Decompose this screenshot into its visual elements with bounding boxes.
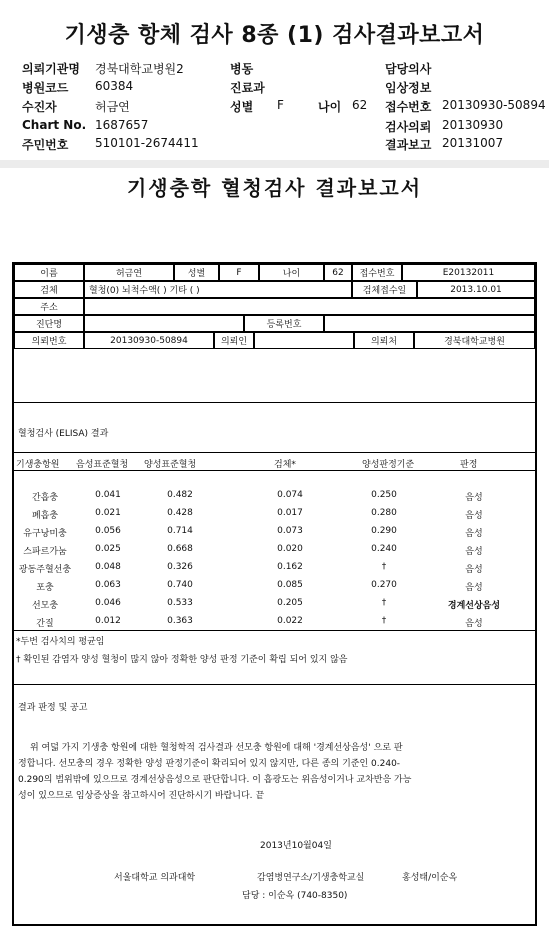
specimen-value: 혈청(0) 뇌척수액( ) 기타 ( ): [84, 281, 352, 298]
cutoff-cell: 0.290: [371, 526, 397, 536]
col-sample-header: 검체*: [274, 460, 296, 470]
divider-line: [14, 630, 535, 631]
sample-value-cell: 0.205: [277, 598, 303, 608]
request-no-value: 20130930-50894: [84, 332, 214, 349]
positive-control-cell: 0.482: [167, 490, 193, 500]
negative-control-cell: 0.056: [95, 526, 121, 536]
requester-value: [254, 332, 354, 349]
request-date-value: 20130930: [442, 118, 504, 132]
antigen-cell: 광동주혈선충: [18, 565, 72, 575]
form-receipt-label: 접수번호: [352, 264, 402, 281]
cutoff-cell: 0.250: [371, 490, 397, 500]
request-place-label: 의뢰처: [354, 332, 414, 349]
dept-label: 진료과: [230, 81, 265, 95]
diagnosis-value: [84, 315, 244, 332]
address-label: 주소: [14, 298, 84, 315]
section-divider: [0, 160, 549, 168]
result-cell: 음성: [465, 583, 483, 593]
negative-control-cell: 0.063: [95, 580, 121, 590]
request-no-label: 의뢰번호: [14, 332, 84, 349]
registration-label: 등록번호: [244, 315, 324, 332]
note-average: *두번 검사치의 평균임: [16, 637, 105, 647]
positive-control-cell: 0.428: [167, 508, 193, 518]
specimen-date-value: 2013.10.01: [417, 281, 535, 298]
negative-control-cell: 0.041: [95, 490, 121, 500]
negative-control-cell: 0.012: [95, 616, 121, 626]
school-name: 서울대학교 의과대학: [114, 873, 196, 883]
cutoff-cell: †: [381, 562, 387, 572]
form-sex-label: 성별: [174, 264, 219, 281]
requesting-org-value: 경북대학교병원2: [95, 62, 184, 76]
form-receipt-value: E20132011: [402, 264, 535, 281]
patient-value: 허금연: [95, 100, 130, 114]
result-cell: 음성: [465, 511, 483, 521]
col-pos-header: 양성표준혈청: [144, 460, 197, 470]
contact: 담당 : 이순옥 (740-8350): [242, 891, 348, 901]
positive-control-cell: 0.740: [167, 580, 193, 590]
result-cell: 음성: [465, 493, 483, 503]
hospital-code-label: 병원코드: [22, 81, 69, 95]
rrn-value: 510101-2674411: [95, 136, 199, 150]
conclusion-title: 결과 판정 및 공고: [18, 703, 88, 713]
form-sex-value: F: [219, 264, 259, 281]
specimen-label: 검체: [14, 281, 84, 298]
requesting-org-label: 의뢰기관명: [22, 62, 80, 76]
result-form: [12, 262, 537, 926]
clinical-label: 임상정보: [385, 81, 432, 95]
cutoff-cell: 0.280: [371, 508, 397, 518]
doctor-label: 담당의사: [385, 62, 432, 76]
patient-label: 수진자: [22, 100, 57, 114]
antigen-cell: 폐흡충: [31, 511, 59, 521]
sample-value-cell: 0.162: [277, 562, 303, 572]
sample-value-cell: 0.017: [277, 508, 303, 518]
sample-value-cell: 0.022: [277, 616, 303, 626]
antigen-cell: 유구낭미충: [23, 529, 67, 539]
negative-control-cell: 0.048: [95, 562, 121, 572]
lab-name: 감염병연구소/기생충학교실: [257, 873, 365, 883]
divider-line: [14, 402, 535, 403]
col-result-header: 판정: [460, 460, 478, 470]
note-dagger: † 확인된 감염자 양성 혈청이 많지 않아 정확한 양성 판정 기준이 확립 되어 있지 않음: [16, 655, 348, 665]
positive-control-cell: 0.714: [167, 526, 193, 536]
sample-value-cell: 0.020: [277, 544, 303, 554]
positive-control-cell: 0.533: [167, 598, 193, 608]
result-cell: 음성: [465, 565, 483, 575]
result-date-label: 결과보고: [385, 138, 432, 152]
elisa-title: 혈청검사 (ELISA) 결과: [18, 429, 109, 439]
request-place-value: 경북대학교병원: [414, 332, 535, 349]
cutoff-cell: 0.270: [371, 580, 397, 590]
positive-control-cell: 0.326: [167, 562, 193, 572]
requester-label: 의뢰인: [214, 332, 254, 349]
receipt-label: 접수번호: [385, 100, 432, 114]
divider-line: [14, 470, 535, 471]
negative-control-cell: 0.025: [95, 544, 121, 554]
registration-value: [324, 315, 535, 332]
ward-label: 병동: [230, 62, 254, 76]
positive-control-cell: 0.668: [167, 544, 193, 554]
chart-no-label: Chart No.: [22, 118, 87, 132]
result-date-value: 20131007: [442, 136, 504, 150]
cutoff-cell: †: [381, 616, 387, 626]
address-value: [84, 298, 535, 315]
antigen-cell: 스파르가눔: [23, 547, 67, 557]
form-title: 기생충학 혈청검사 결과보고서: [126, 176, 423, 200]
cutoff-cell: 0.240: [371, 544, 397, 554]
request-date-label: 검사의뢰: [385, 120, 432, 134]
divider-line: [14, 684, 535, 685]
result-cell: 음성: [465, 547, 483, 557]
antigen-cell: 포충: [36, 583, 54, 593]
signers: 홍성태/이순옥: [402, 873, 458, 883]
antigen-cell: 선모충: [31, 601, 59, 611]
form-age-label: 나이: [259, 264, 324, 281]
antigen-cell: 간질: [36, 619, 54, 629]
diagnosis-label: 진단명: [14, 315, 84, 332]
conclusion-line: 위 여덟 가지 기생충 항원에 대한 혈청학적 검사결과 선모충 항원에 대해 '경계선상음성' 으로 판: [30, 743, 403, 753]
result-cell: 음성: [465, 619, 483, 629]
col-antigen-header: 기생충항원: [16, 460, 60, 470]
col-cutoff-header: 양성판정기준: [362, 460, 415, 470]
sample-value-cell: 0.074: [277, 490, 303, 500]
sample-value-cell: 0.085: [277, 580, 303, 590]
rrn-label: 주민번호: [22, 138, 69, 152]
negative-control-cell: 0.046: [95, 598, 121, 608]
sample-value-cell: 0.073: [277, 526, 303, 536]
conclusion-line: 성이 있으므로 임상증상을 참고하시어 진단하시기 바랍니다. 끝: [18, 791, 265, 801]
form-age-value: 62: [324, 264, 352, 281]
positive-control-cell: 0.363: [167, 616, 193, 626]
result-cell: 경계선상음성: [447, 601, 501, 611]
name-value: 허금연: [84, 264, 174, 281]
conclusion-line: 정합니다. 선모충의 경우 정확한 양성 판정기준이 확리되어 있지 않지만, 다른 종의 기준인 0.240-: [18, 759, 401, 769]
report-title: 기생충 항체 검사 8종 (1) 검사결과보고서: [64, 23, 485, 48]
conclusion-paragraph: [18, 740, 411, 804]
hospital-code-value: 60384: [95, 79, 134, 93]
divider-line: [14, 452, 535, 453]
conclusion-line: 0.290의 범위밖에 있으므로 경계선상음성으로 판단합니다. 이 흡광도는 위음성이거나 교차반응 가능: [18, 775, 412, 785]
report-date: 2013년10월04일: [260, 841, 332, 851]
cutoff-cell: †: [381, 598, 387, 608]
negative-control-cell: 0.021: [95, 508, 121, 518]
chart-no-value: 1687657: [95, 118, 149, 132]
receipt-value: 20130930-50894: [442, 98, 546, 112]
specimen-date-label: 검체접수일: [352, 281, 417, 298]
name-label: 이름: [14, 264, 84, 281]
result-cell: 음성: [465, 529, 483, 539]
sex-value: F: [277, 98, 284, 112]
sex-label: 성별: [230, 100, 254, 114]
age-value: 62: [352, 98, 368, 112]
antigen-cell: 간흡충: [31, 493, 59, 503]
col-neg-header: 음성표준혈청: [76, 460, 129, 470]
age-label: 나이: [318, 100, 342, 114]
